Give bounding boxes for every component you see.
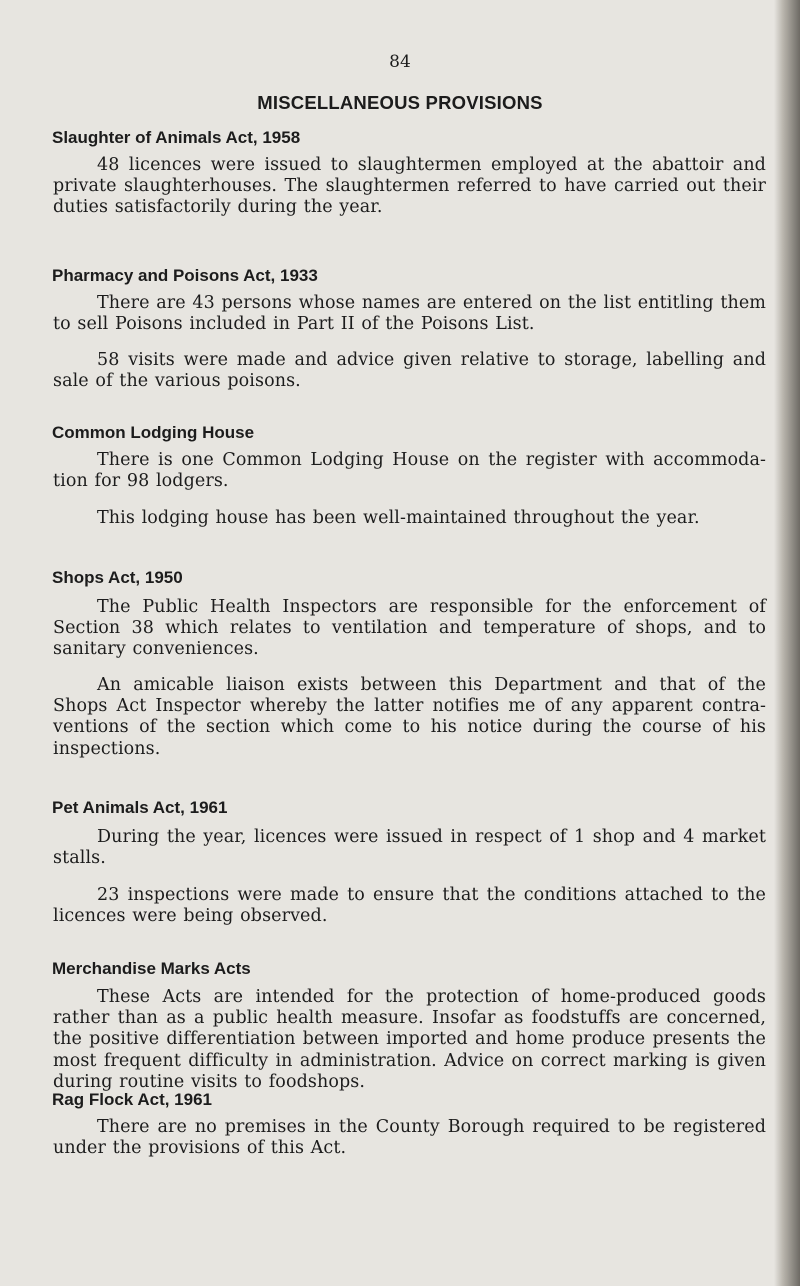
section-paragraph: 48 licences were issued to slaughtermen employed at the abattoir and private slaughterhouses. The slaughtermen referred to have carried out their duties satisfactorily during the year.	[53, 155, 766, 218]
section-heading-common-lodging-house: Common Lodging House	[52, 423, 255, 442]
section-heading-slaughter-of-animals-act: Slaughter of Animals Act, 1958	[52, 128, 301, 147]
section-paragraph: During the year, licences were issued in respect of 1 shop and 4 market stalls.	[53, 827, 766, 869]
section-paragraph: There are no premises in the County Borough required to be registered under the provisions of this Act.	[53, 1117, 766, 1159]
section-heading-shops-act: Shops Act, 1950	[52, 568, 183, 587]
page-number: 84	[389, 52, 411, 72]
section-paragraph: These Acts are intended for the protection of home-produced goods rather than as a public health measure. Insofar as foodstuffs are concerned, the positive differentiation between imported and home produce presents the most frequent difficulty in administration. Advice on correct marking is given during routine visits to foodshops.	[53, 987, 766, 1092]
section-heading-rag-flock-act: Rag Flock Act, 1961	[52, 1090, 212, 1109]
section-heading-pet-animals-act: Pet Animals Act, 1961	[52, 798, 228, 817]
section-paragraph: There is one Common Lodging House on the register with accommoda- tion for 98 lodgers.	[53, 450, 766, 492]
section-paragraph: The Public Health Inspectors are responsible for the enforcement of Section 38 which relates to ventilation and temperature of shops, and to sanitary conveniences.	[53, 597, 766, 660]
section-heading-merchandise-marks-acts: Merchandise Marks Acts	[52, 959, 251, 978]
section-paragraph: An amicable liaison exists between this Department and that of the Shops Act Inspector whereby the latter notifies me of any apparent contra- ventions of the section which come to his notice during the course of his inspections.	[53, 675, 766, 759]
section-paragraph: This lodging house has been well-maintained throughout the year.	[97, 508, 700, 528]
section-paragraph: 58 visits were made and advice given relative to storage, labelling and sale of the various poisons.	[53, 350, 766, 392]
section-paragraph: 23 inspections were made to ensure that the conditions attached to the licences were being observed.	[53, 885, 766, 927]
section-heading-pharmacy-and-poisons-act: Pharmacy and Poisons Act, 1933	[52, 266, 318, 285]
section-paragraph: There are 43 persons whose names are entered on the list entitling them to sell Poisons included in Part II of the Poisons List.	[53, 293, 766, 335]
page-title: MISCELLANEOUS PROVISIONS	[257, 92, 543, 113]
page-edge-shadow	[774, 0, 800, 1286]
